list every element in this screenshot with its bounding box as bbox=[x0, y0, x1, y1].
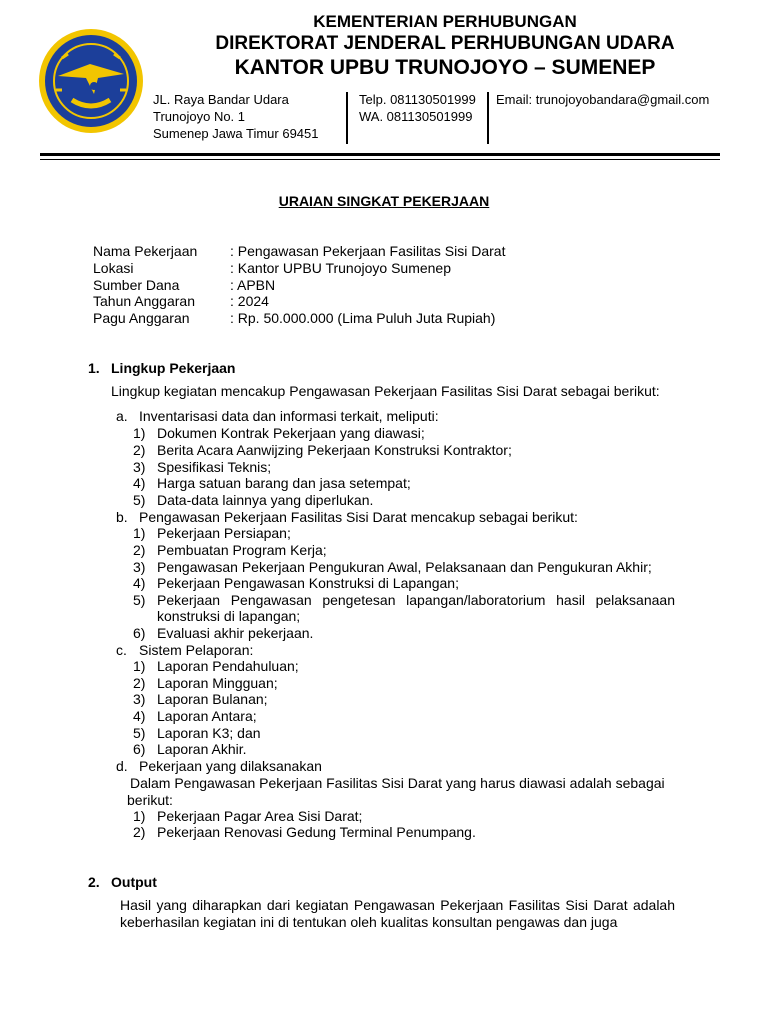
item-number: 2) bbox=[133, 442, 146, 458]
item-number: 1) bbox=[133, 808, 146, 824]
item-number: 5) bbox=[133, 725, 146, 741]
item-number: 3) bbox=[133, 691, 146, 707]
address-line: JL. Raya Bandar Udara bbox=[153, 92, 289, 107]
info-row bbox=[93, 310, 505, 327]
list-item: Evaluasi akhir pekerjaan. bbox=[157, 625, 314, 641]
office-name: KANTOR UPBU TRUNOJOYO – SUMENEP bbox=[234, 56, 656, 79]
address-line: Trunojoyo No. 1 bbox=[153, 109, 246, 124]
info-value: : Kantor UPBU Trunojoyo Sumenep bbox=[230, 259, 452, 276]
info-label: Sumber Dana bbox=[93, 276, 180, 293]
office-contact bbox=[359, 91, 476, 125]
info-row bbox=[93, 260, 505, 277]
ministry-name: KEMENTERIAN PERHUBUNGAN bbox=[313, 12, 577, 31]
item-number: 4) bbox=[133, 708, 146, 724]
section-paragraph: Hasil yang diharapkan dari kegiatan Pengawasan Pekerjaan Fasilitas Sisi Darat adalah keberhasilan kegiatan ini di tentukan oleh kualitas konsultan pengawas dan juga bbox=[120, 897, 675, 930]
item-number: 2) bbox=[133, 824, 146, 840]
item-number: 1) bbox=[133, 525, 146, 541]
item-number: 1) bbox=[133, 425, 146, 441]
item-number: 4) bbox=[133, 575, 146, 591]
sub-letter: b. bbox=[116, 509, 128, 525]
list-item: Pengawasan Pekerjaan Pengukuran Awal, Pelaksanaan dan Pengukuran Akhir; bbox=[157, 559, 652, 575]
info-value: : 2024 bbox=[230, 293, 269, 310]
sub-heading: Pekerjaan yang dilaksanakan bbox=[139, 758, 322, 774]
section-number: 1. bbox=[88, 360, 100, 376]
letterhead-rule bbox=[40, 153, 720, 156]
list-item: Harga satuan barang dan jasa setempat; bbox=[157, 475, 411, 491]
item-number: 1) bbox=[133, 658, 146, 674]
document-title: URAIAN SINGKAT PEKERJAAN bbox=[278, 193, 490, 209]
list-item: Laporan Bulanan; bbox=[157, 691, 268, 707]
section-number: 2. bbox=[88, 874, 100, 890]
info-row bbox=[93, 293, 505, 310]
item-number: 3) bbox=[133, 559, 146, 575]
info-label: Tahun Anggaran bbox=[93, 293, 195, 310]
item-number: 6) bbox=[133, 625, 146, 641]
list-item: Pembuatan Program Kerja; bbox=[157, 542, 327, 558]
sub-heading: Inventarisasi data dan informasi terkait, meliputi: bbox=[139, 408, 439, 424]
item-number: 5) bbox=[133, 492, 146, 508]
list-item: Pekerjaan Pengawasan pengetesan lapangan/laboratorium hasil pelaksanaan konstruksi di lapangan; bbox=[157, 592, 675, 624]
list-item: Pekerjaan Renovasi Gedung Terminal Penumpang. bbox=[157, 824, 476, 840]
info-value: : APBN bbox=[230, 276, 276, 293]
list-item: Laporan K3; dan bbox=[157, 725, 261, 741]
header-divider bbox=[346, 92, 348, 144]
office-email: Email: trunojoyobandara@gmail.com bbox=[496, 92, 710, 107]
sub-letter: d. bbox=[116, 758, 128, 774]
section-heading: Lingkup Pekerjaan bbox=[111, 360, 236, 376]
info-label: Lokasi bbox=[93, 259, 134, 276]
sub-description: Dalam Pengawasan Pekerjaan Fasilitas Sisi Darat yang harus diawasi adalah sebagai berikut: bbox=[127, 775, 665, 808]
info-value: : Rp. 50.000.000 (Lima Puluh Juta Rupiah) bbox=[230, 310, 496, 327]
info-row bbox=[93, 243, 505, 260]
sub-heading: Pengawasan Pekerjaan Fasilitas Sisi Darat mencakup sebagai berikut: bbox=[139, 509, 578, 525]
item-number: 6) bbox=[133, 741, 146, 757]
sub-letter: c. bbox=[116, 642, 127, 658]
list-item: Data-data lainnya yang diperlukan. bbox=[157, 492, 374, 508]
item-number: 5) bbox=[133, 592, 146, 608]
section-heading: Output bbox=[111, 874, 157, 890]
list-item: Dokumen Kontrak Pekerjaan yang diawasi; bbox=[157, 425, 425, 441]
ministry-logo bbox=[38, 28, 144, 134]
address-line: Sumenep Jawa Timur 69451 bbox=[153, 126, 319, 141]
whatsapp-number: WA. 081130501999 bbox=[359, 109, 473, 124]
list-item: Pekerjaan Persiapan; bbox=[157, 525, 291, 541]
item-number: 4) bbox=[133, 475, 146, 491]
header-divider bbox=[487, 92, 489, 144]
info-row bbox=[93, 277, 505, 294]
sub-letter: a. bbox=[116, 408, 128, 424]
list-item: Laporan Mingguan; bbox=[157, 675, 278, 691]
info-value: : Pengawasan Pekerjaan Fasilitas Sisi Darat bbox=[230, 243, 506, 259]
list-item: Laporan Antara; bbox=[157, 708, 257, 724]
list-item: Spesifikasi Teknis; bbox=[157, 459, 272, 475]
item-number: 2) bbox=[133, 675, 146, 691]
phone-number: Telp. 081130501999 bbox=[359, 92, 476, 107]
list-item: Laporan Pendahuluan; bbox=[157, 658, 299, 674]
list-item: Berita Acara Aanwijzing Pekerjaan Konstruksi Kontraktor; bbox=[157, 442, 512, 458]
letterhead-rule-thin bbox=[40, 159, 720, 160]
info-label: Nama Pekerjaan bbox=[93, 243, 198, 259]
list-item: Laporan Akhir. bbox=[157, 741, 247, 757]
list-item: Pekerjaan Pagar Area Sisi Darat; bbox=[157, 808, 363, 824]
list-item: Pekerjaan Pengawasan Konstruksi di Lapangan; bbox=[157, 575, 459, 591]
item-number: 2) bbox=[133, 542, 146, 558]
office-address bbox=[153, 91, 318, 142]
info-label: Pagu Anggaran bbox=[93, 310, 190, 327]
sub-heading: Sistem Pelaporan: bbox=[139, 642, 254, 658]
item-number: 3) bbox=[133, 459, 146, 475]
directorate-name: DIREKTORAT JENDERAL PERHUBUNGAN UDARA bbox=[215, 33, 675, 54]
project-info-table bbox=[93, 243, 505, 327]
section-intro: Lingkup kegiatan mencakup Pengawasan Pekerjaan Fasilitas Sisi Darat sebagai berikut: bbox=[111, 383, 660, 399]
